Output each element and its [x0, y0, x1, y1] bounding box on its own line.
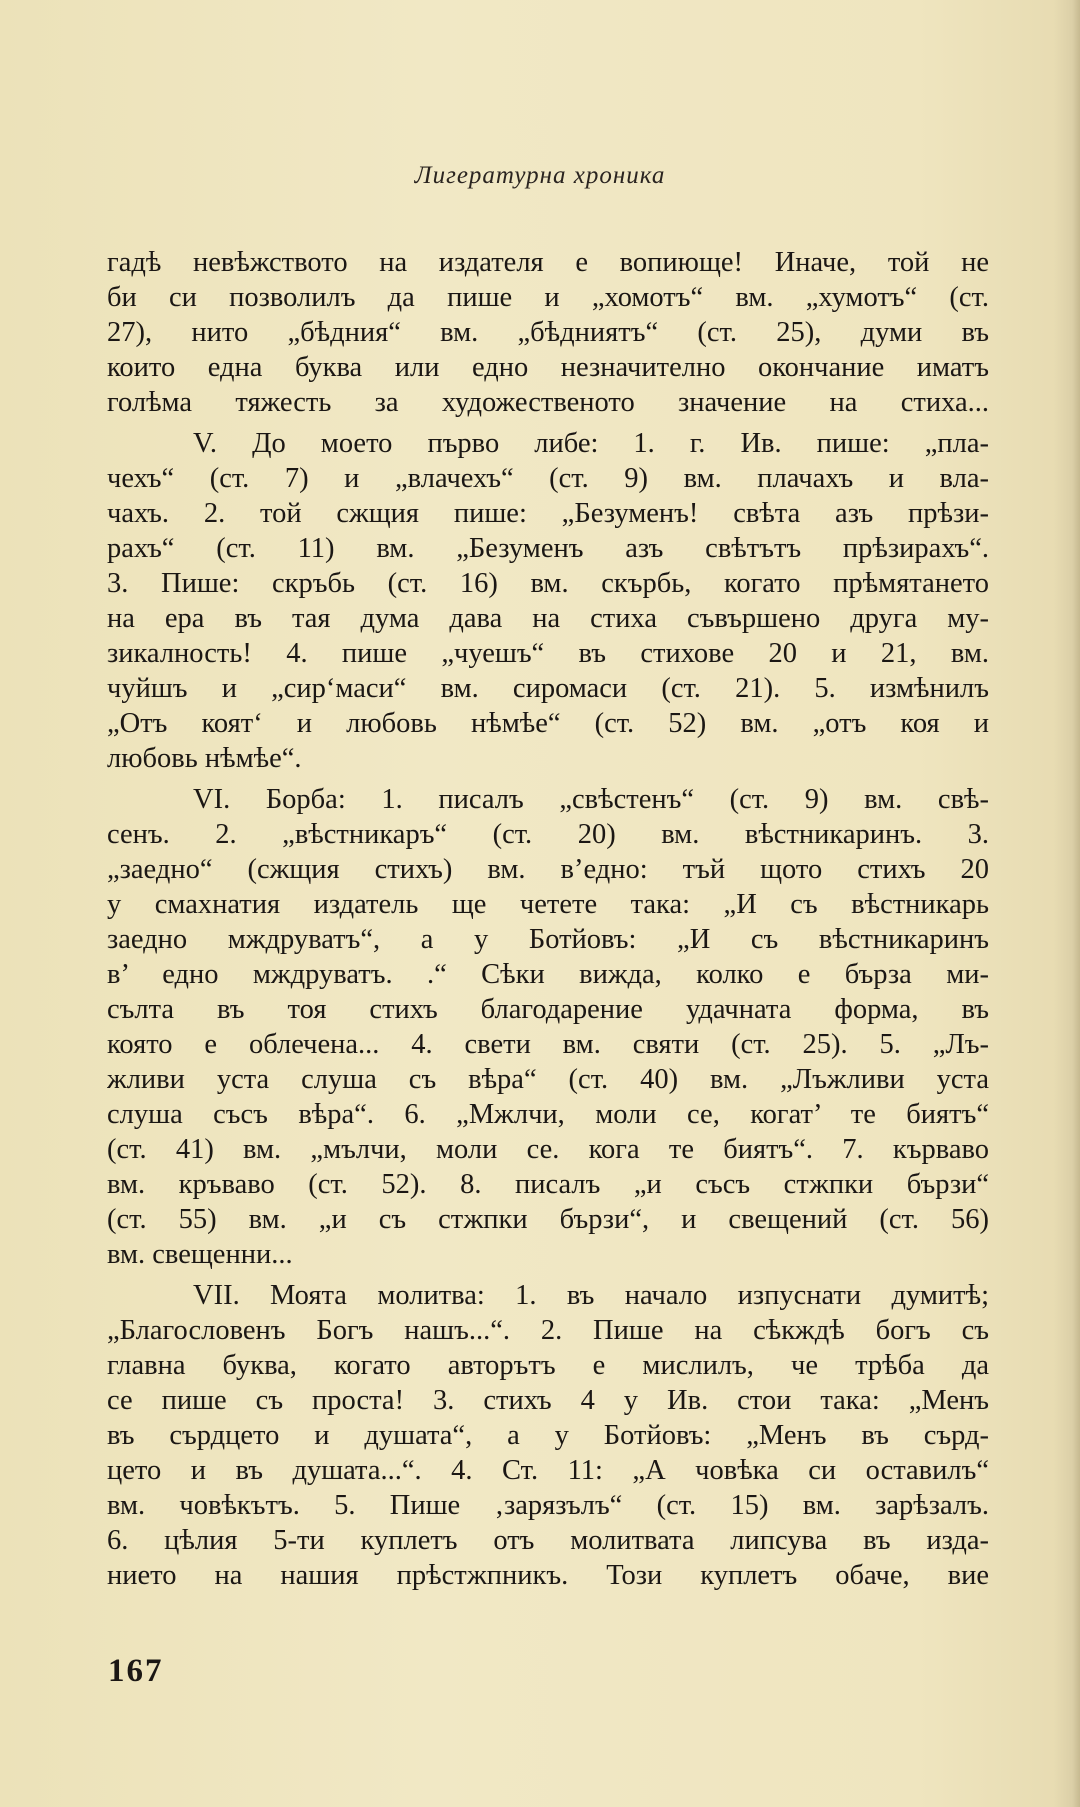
text-line: рахъ“ (ст. 11) вм. „Безуменъ азъ свѣтътъ прѣзирахъ“. [107, 533, 989, 564]
text-line: „Благословенъ Богъ нашъ...“. 2. Пише на сѣкждѣ богъ съ [107, 1315, 989, 1346]
text-line: вм. човѣкътъ. 5. Пише ‚зарязълъ“ (ст. 15) вм. зарѣзалъ. [107, 1490, 989, 1521]
text-line: главна буква, когато авторътъ е мислилъ, че трѣба да [107, 1350, 989, 1381]
text-line: (ст. 41) вм. „мълчи, моли се. кога те биятъ“. 7. кърваво [107, 1134, 989, 1165]
text-line: се пише съ проста! 3. стихъ 4 у Ив. стои така: „Менъ [107, 1385, 989, 1416]
text-line: вм. свещенни... [107, 1239, 293, 1270]
text-line: сълта въ тоя стихъ благодарение удачната форма, въ [107, 994, 989, 1025]
text-line: нието на нашия прѣстжпникъ. Този куплетъ обаче, вие [107, 1560, 989, 1591]
page-edge-shadow [1054, 0, 1080, 1807]
text-line: заедно мждруватъ“, а у Ботйовъ: „И съ вѣстникаринъ [107, 924, 989, 955]
text-line: сенъ. 2. „вѣстникаръ“ (ст. 20) вм. вѣстникаринъ. 3. [107, 819, 989, 850]
text-line: VII. Моята молитва: 1. въ начало изпуснати думитѣ; [193, 1280, 989, 1311]
text-line: голѣма тяжесть за художественото значение на стиха... [107, 387, 989, 418]
text-line: слуша съсъ вѣра“. 6. „Мжлчи, моли се, когат’ те биятъ“ [107, 1099, 989, 1130]
text-line: чехъ“ (ст. 7) и „влачехъ“ (ст. 9) вм. плачахъ и вла- [107, 463, 989, 494]
text-line: чахъ. 2. той сжщия пише: „Безуменъ! свѣта азъ прѣзи- [107, 498, 989, 529]
text-line: у смахнатия издатель ще четете така: „И съ вѣстникарь [107, 889, 989, 920]
text-line: „заедно“ (сжщия стихъ) вм. в’едно: тъй щото стихъ 20 [107, 854, 989, 885]
text-line: цето и въ душата...“. 4. Ст. 11: „А човѣка си оставилъ“ [107, 1455, 989, 1486]
text-line: VI. Борба: 1. писалъ „свѣстенъ“ (ст. 9) вм. свѣ- [193, 784, 989, 815]
body-text [107, 245, 989, 1593]
text-line: любовь нѣмѣе“. [107, 743, 302, 774]
text-line: би си позволилъ да пише и „хомотъ“ вм. „хумотъ“ (ст. [107, 282, 989, 313]
text-line: в’ едно мждруватъ. .“ Сѣки вижда, колко е бърза ми- [107, 959, 989, 990]
text-line: 3. Пише: скръбь (ст. 16) вм. скърбь, когато прѣмятането [107, 568, 989, 599]
page-number: 167 [108, 1653, 164, 1689]
text-line: гадѣ невѣжството на издателя е вопиюще! Иначе, той не [107, 247, 989, 278]
text-line: (ст. 55) вм. „и съ стжпки бързи“, и свещений (ст. 56) [107, 1204, 989, 1235]
text-line: „Отъ коят‘ и любовь нѣмѣе“ (ст. 52) вм. „отъ коя и [107, 708, 989, 739]
running-head: Лигературна хроника [414, 162, 666, 189]
text-line: 6. цѣлия 5-ти куплетъ отъ молитвата липсува въ изда- [107, 1525, 989, 1556]
text-line: 27), нито „бѣдния“ вм. „бѣдниятъ“ (ст. 25), думи въ [107, 317, 989, 348]
text-line: V. До моето първо либе: 1. г. Ив. пише: „пла- [193, 428, 989, 459]
text-line: жливи уста слуша съ вѣра“ (ст. 40) вм. „Лъжливи уста [107, 1064, 989, 1095]
text-line: зикалность! 4. пише „чуешъ“ въ стихове 20 и 21, вм. [107, 638, 989, 669]
text-line: въ сърдцето и душата“, а у Ботйовъ: „Менъ въ сърд- [107, 1420, 989, 1451]
text-line: вм. кръваво (ст. 52). 8. писалъ „и съсъ стжпки бързи“ [107, 1169, 989, 1200]
text-line: които една буква или едно незначително окончание иматъ [107, 352, 989, 383]
text-line: чуйшъ и „сир‘маси“ вм. сиромаси (ст. 21). 5. измѣнилъ [107, 673, 989, 704]
text-line: която е облечена... 4. свети вм. святи (ст. 25). 5. „Лъ- [107, 1029, 989, 1060]
text-line: на ера въ тая дума дава на стиха съвършено друга му- [107, 603, 989, 634]
